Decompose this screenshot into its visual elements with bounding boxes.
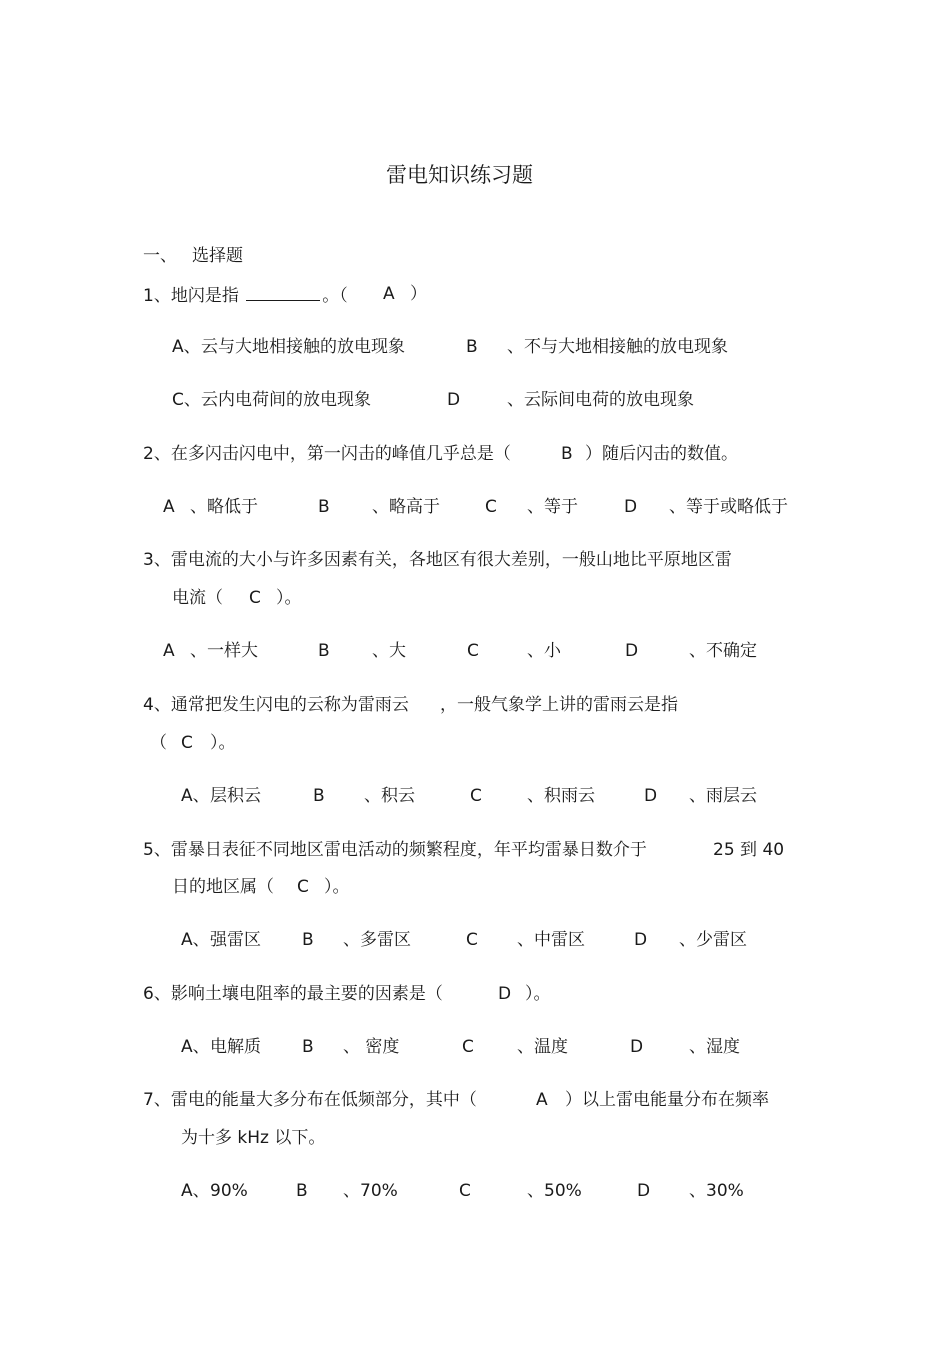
option-text: 、大: [372, 641, 406, 661]
option-letter: B: [313, 786, 325, 806]
option-letter: C: [485, 497, 497, 517]
option-letter: A: [163, 641, 175, 661]
answer: A: [383, 284, 395, 304]
option-text: 、雨层云: [689, 786, 757, 806]
question-stem: 2、在多闪击闪电中，第一闪击的峰值几乎总是（: [143, 444, 511, 464]
option-text: 、50%: [527, 1181, 582, 1201]
option-text: 、 密度: [343, 1037, 400, 1057]
option-letter: A、: [181, 1181, 210, 1201]
question-stem: 日的地区属（: [172, 877, 274, 897]
option-letter: C: [470, 786, 482, 806]
question-stem: ）。: [324, 877, 350, 897]
option-text: 、不与大地相接触的放电现象: [507, 337, 728, 357]
answer-close: ）: [410, 284, 427, 304]
option-letter: A、: [181, 930, 210, 950]
question-stem: 5、雷暴日表征不同地区雷电活动的频繁程度，年平均雷暴日数介于: [143, 840, 647, 860]
option-letter: D: [634, 930, 648, 950]
option-letter: B: [302, 1037, 314, 1057]
page-title: 雷电知识练习题: [386, 163, 533, 187]
question-stem: 6、影响土壤电阻率的最主要的因素是（: [143, 984, 443, 1004]
option-text: 、等于: [527, 497, 578, 517]
option-letter: D: [447, 390, 461, 410]
option-text: 、积云: [364, 786, 415, 806]
question-stem: 3、雷电流的大小与许多因素有关，各地区有很大差别，一般山地比平原地区雷: [143, 550, 732, 570]
option-letter: C: [467, 641, 479, 661]
answer: C: [181, 733, 193, 753]
answer: A: [536, 1090, 548, 1110]
option-text: 、略低于: [190, 497, 258, 517]
answer: C: [297, 877, 309, 897]
section-label: 选择题: [192, 246, 243, 266]
option-text: 云内电荷间的放电现象: [201, 390, 371, 410]
option-letter: B: [302, 930, 314, 950]
option-text: 层积云: [210, 786, 261, 806]
question-stem: ）。: [525, 984, 551, 1004]
question-stem: 1、地闪是指 。（: [143, 286, 348, 306]
option-letter: C: [459, 1181, 471, 1201]
option-letter: D: [637, 1181, 651, 1201]
question-stem: 电流（: [172, 588, 223, 608]
option-letter: B: [466, 337, 478, 357]
option-letter: A、: [172, 337, 201, 357]
option-letter: A: [163, 497, 175, 517]
option-letter: D: [644, 786, 658, 806]
option-text: 、云际间电荷的放电现象: [507, 390, 694, 410]
option-text: 、略高于: [372, 497, 440, 517]
option-text: 、温度: [517, 1037, 568, 1057]
question-stem: ）。: [210, 733, 236, 753]
option-letter: D: [625, 641, 639, 661]
question-stem: ）。: [276, 588, 302, 608]
option-letter: C、: [172, 390, 201, 410]
option-text: 、中雷区: [517, 930, 585, 950]
question-stem: 25 到 40: [713, 840, 785, 860]
question-stem: 4、通常把发生闪电的云称为雷雨云: [143, 695, 409, 715]
option-letter: B: [318, 497, 330, 517]
question-stem: ）随后闪击的数值。: [585, 444, 738, 464]
option-text: 、30%: [689, 1181, 744, 1201]
option-text: 、小: [527, 641, 561, 661]
option-letter: A、: [181, 786, 210, 806]
option-letter: B: [318, 641, 330, 661]
question-stem: （: [150, 733, 167, 753]
option-letter: D: [624, 497, 638, 517]
option-text: 、积雨云: [527, 786, 595, 806]
option-letter: C: [462, 1037, 474, 1057]
answer-blank: [246, 284, 320, 301]
option-letter: C: [466, 930, 478, 950]
question-stem: 为十多 kHz 以下。: [181, 1128, 326, 1148]
question-stem: 7、雷电的能量大多分布在低频部分，其中（: [143, 1090, 477, 1110]
option-text: 90%: [210, 1181, 248, 1201]
option-text: 、湿度: [689, 1037, 740, 1057]
option-text: 、一样大: [190, 641, 258, 661]
option-letter: A、: [181, 1037, 210, 1057]
answer: B: [561, 444, 573, 464]
option-text: 、70%: [343, 1181, 398, 1201]
option-text: 、多雷区: [343, 930, 411, 950]
section-number: 一、: [143, 246, 177, 266]
option-text: 、不确定: [689, 641, 757, 661]
option-text: 、少雷区: [679, 930, 747, 950]
option-letter: D: [630, 1037, 644, 1057]
option-text: 云与大地相接触的放电现象: [201, 337, 405, 357]
answer: C: [249, 588, 261, 608]
option-letter: B: [296, 1181, 308, 1201]
question-stem: ，一般气象学上讲的雷雨云是指: [440, 695, 678, 715]
option-text: 电解质: [210, 1037, 261, 1057]
option-text: 、等于或略低于: [669, 497, 788, 517]
option-text: 强雷区: [210, 930, 261, 950]
answer: D: [498, 984, 512, 1004]
question-stem: ）以上雷电能量分布在频率: [565, 1090, 769, 1110]
